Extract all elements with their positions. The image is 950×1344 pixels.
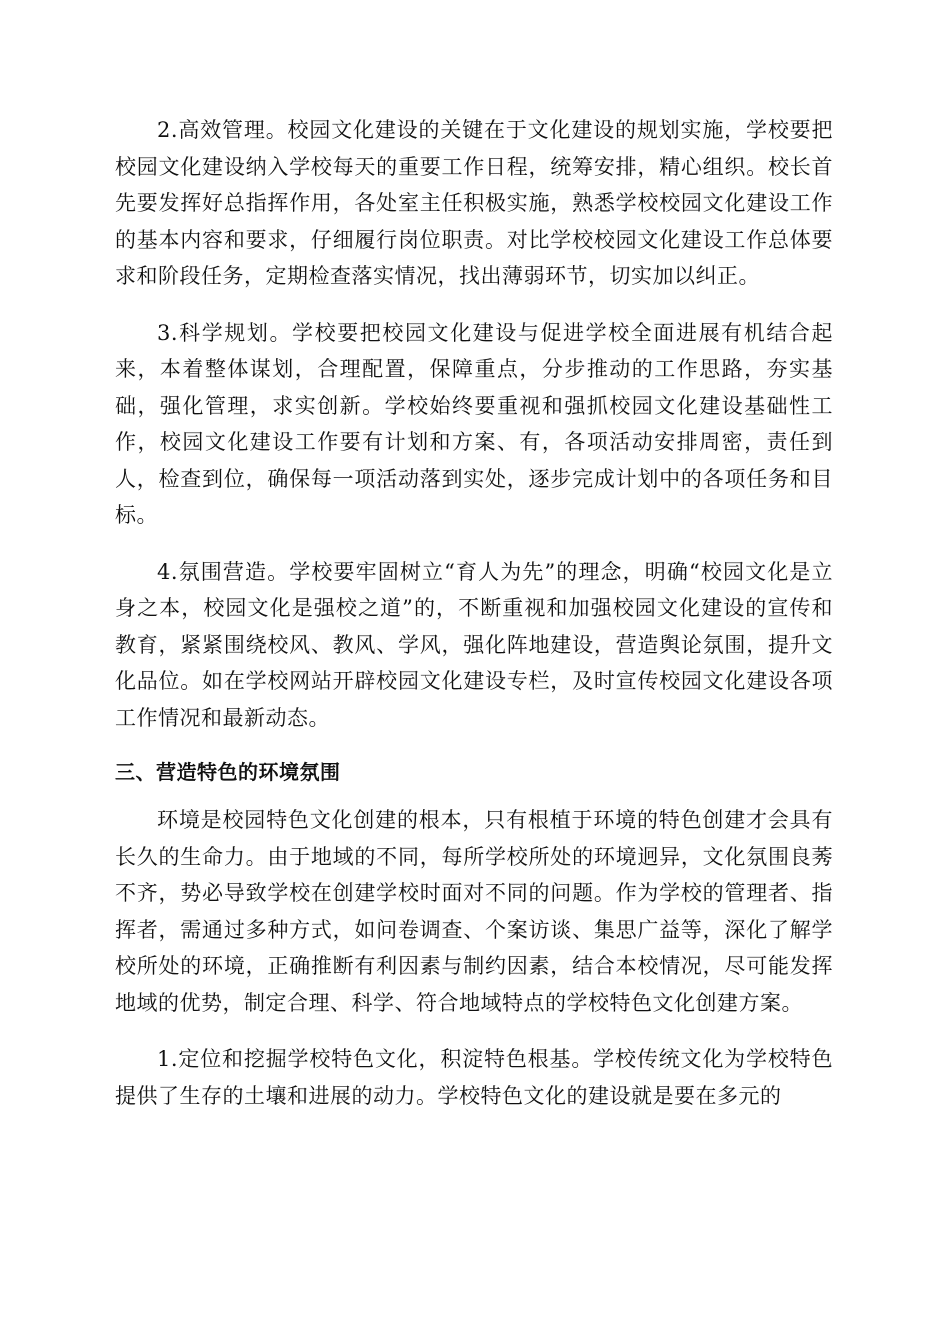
- document-page: [115, 112, 833, 1114]
- paragraph-gap: [115, 295, 833, 315]
- section-heading-three: 三、营造特色的环境氛围: [115, 760, 341, 784]
- paragraph-gap: [115, 534, 833, 554]
- paragraph-efficient-management: 2.高效管理。校园文化建设的关键在于文化建设的规划实施，学校要把校园文化建设纳入学校每天的重要工作日程，统筹安排，精心组织。校长首先要发挥好总指挥作用，各处室主任积极实施，熟悉学校校园文化建设工作的基本内容和要求，仔细履行岗位职责。对比学校校园文化建设工作总体要求和阶段任务，定期检查落实情况，找出薄弱环节，切实加以纠正。: [115, 118, 833, 288]
- paragraph-gap: [115, 1021, 833, 1041]
- paragraph-atmosphere-building: 4.氛围营造。学校要牢固树立“育人为先”的理念，明确“校园文化是立身之本，校园文化是强校之道”的，不断重视和加强校园文化建设的宣传和教育，紧紧围绕校风、教风、学风，强化阵地建设，营造舆论氛围，提升文化品位。如在学校网站开辟校园文化建设专栏，及时宣传校园文化建设各项工作情况和最新动态。: [115, 559, 833, 730]
- paragraph-environment: 环境是校园特色文化创建的根本，只有根植于环境的特色创建才会具有长久的生命力。由于地域的不同，每所学校所处的环境迥异，文化氛围良莠不齐，势必导致学校在创建学校时面对不同的问题。作为学校的管理者、指挥者，需通过多种方式，如问卷调查、个案访谈、集思广益等，深化了解学校所处的环境，正确推断有利因素与制约因素，结合本校情况，尽可能发挥地域的优势，制定合理、科学、符合地域特点的学校特色文化创建方案。: [115, 808, 833, 1015]
- paragraph-positioning-culture: 1.定位和挖掘学校特色文化，积淀特色根基。学校传统文化为学校特色提供了生存的土壤和进展的动力。学校特色文化的建设就是要在多元的: [115, 1047, 833, 1108]
- paragraph-gap: [115, 790, 833, 802]
- paragraph-gap: [115, 736, 833, 754]
- paragraph-scientific-planning: 3.科学规划。学校要把校园文化建设与促进学校全面进展有机结合起来，本着整体谋划，合理配置，保障重点，分步推动的工作思路，夯实基础，强化管理，求实创新。学校始终要重视和强抓校园文化建设基础性工作，校园文化建设工作要有计划和方案、有，各项活动安排周密，责任到人，检查到位，确保每一项活动落到实处，逐步完成计划中的各项任务和目标。: [115, 320, 833, 527]
